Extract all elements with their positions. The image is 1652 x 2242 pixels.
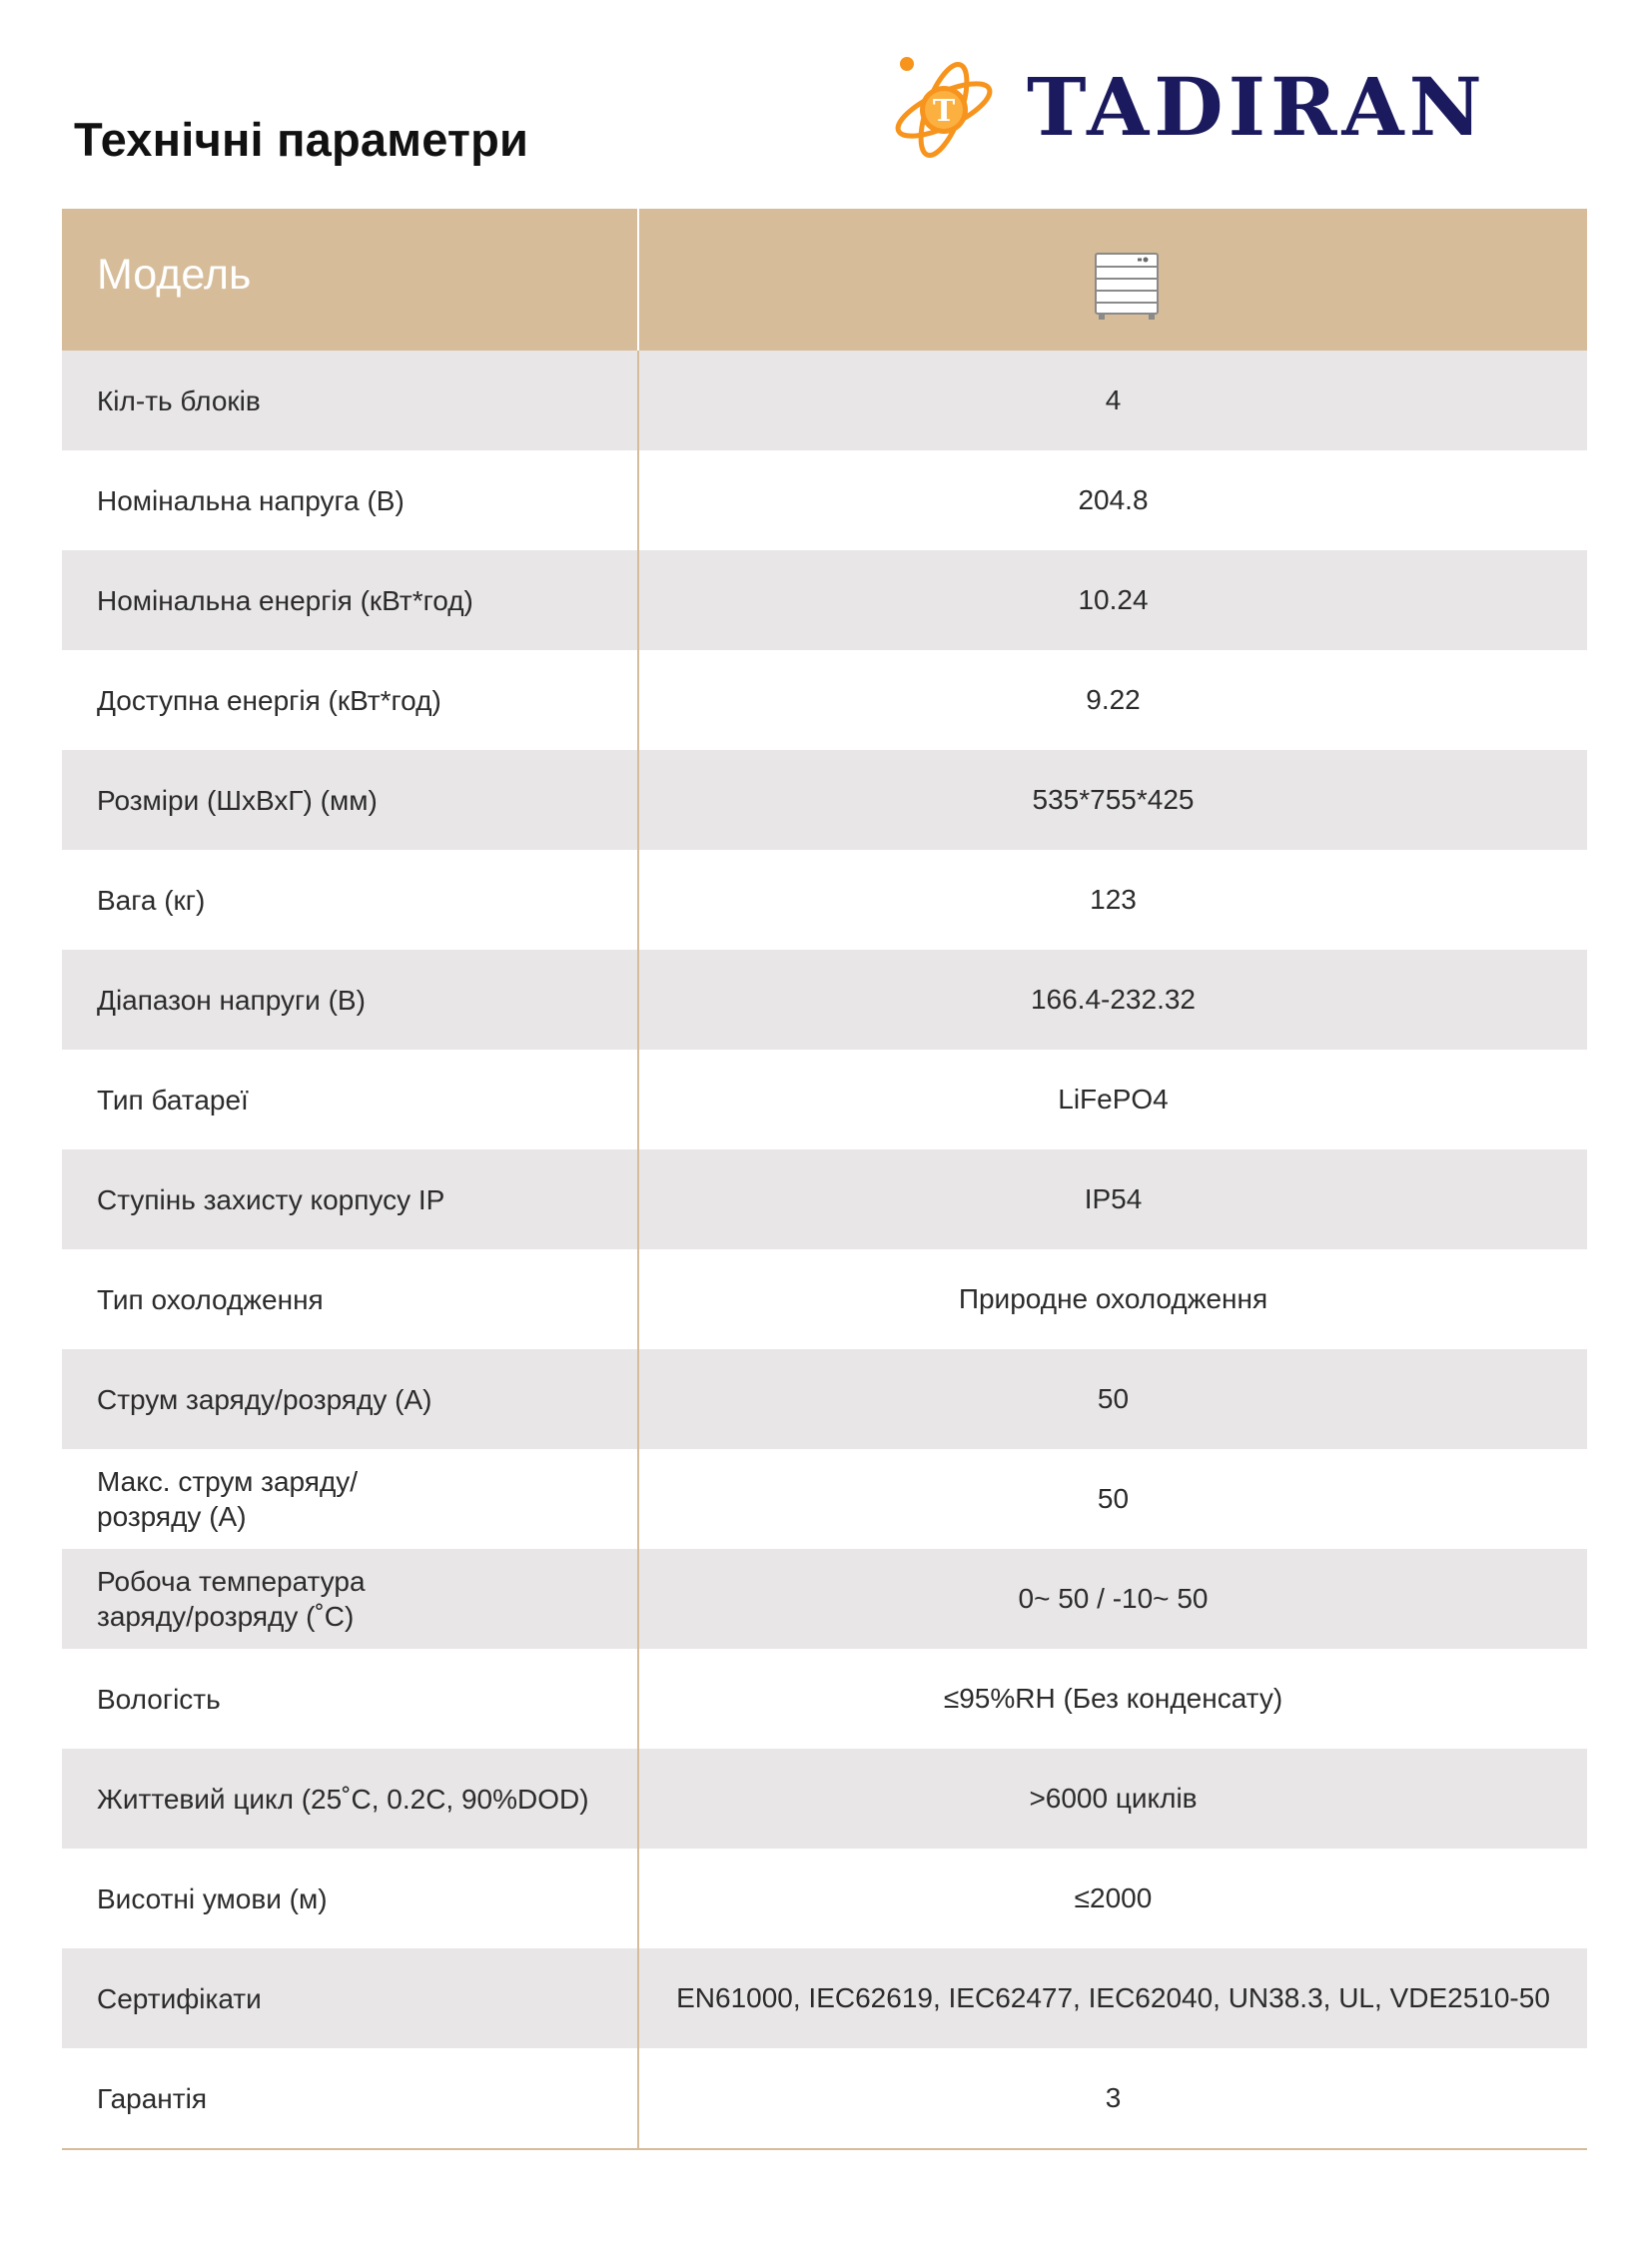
model-header-label: Модель (97, 251, 252, 299)
parameter-label: Діапазон напруги (В) (62, 950, 639, 1050)
parameter-label: Вага (кг) (62, 850, 639, 950)
table-row (62, 1948, 1587, 2048)
table-row (62, 1449, 1587, 1549)
parameter-value: 3 (1105, 2082, 1122, 2113)
parameter-label: Вологість (62, 1649, 639, 1749)
parameter-label: Життевий цикл (25˚C, 0.2C, 90%DOD) (62, 1749, 639, 1849)
table-row (62, 2048, 1587, 2148)
parameter-label: Робоча температура заряду/розряду (˚C) (62, 1549, 639, 1649)
parameter-value: 9.22 (1086, 684, 1141, 715)
parameter-value: Природне охолодження (958, 1283, 1268, 1314)
parameter-value: 10.24 (1078, 584, 1149, 615)
table-row (62, 1749, 1587, 1849)
parameter-value: EN61000, IEC62619, IEC62477, IEC62040, UN38.3, UL, VDE2510-50 (676, 1982, 1550, 2013)
atom-logo-icon (889, 52, 999, 167)
parameter-label: Гарантія (62, 2048, 639, 2148)
parameter-value: >6000 циклів (1029, 1783, 1198, 1814)
table-bottom-rule (62, 2148, 1587, 2150)
parameter-label: Номінальна напруга (В) (62, 450, 639, 550)
parameter-value: LiFePO4 (1058, 1084, 1169, 1115)
table-row (62, 1050, 1587, 1149)
brand-logo (889, 52, 1588, 167)
table-row (62, 950, 1587, 1050)
table-row (62, 550, 1587, 650)
table-row (62, 1249, 1587, 1349)
parameter-label: Кіл-ть блоків (62, 351, 639, 450)
header-label-cell (62, 209, 639, 351)
parameter-label: Розміри (ШхВхГ) (мм) (62, 750, 639, 850)
page-title: Технічні параметри (74, 113, 529, 166)
table-row (62, 1349, 1587, 1449)
spec-table (62, 209, 1587, 2150)
table-row (62, 1649, 1587, 1749)
table-row (62, 1849, 1587, 1948)
table-row (62, 1549, 1587, 1649)
table-row (62, 1149, 1587, 1249)
parameter-value: 123 (1090, 884, 1137, 915)
parameter-value: ≤95%RH (Без конденсату) (943, 1683, 1283, 1714)
parameter-label: Сертифікати (62, 1948, 639, 2048)
logo-mark-letter: T (932, 94, 956, 129)
parameter-label: Висотні умови (м) (62, 1849, 639, 1948)
table-header (62, 209, 1587, 351)
parameter-label: Доступна енергія (кВт*год) (62, 650, 639, 750)
table-row (62, 450, 1587, 550)
parameter-label: Тип охолодження (62, 1249, 639, 1349)
parameter-value: 0~ 50 / -10~ 50 (1018, 1583, 1209, 1614)
parameter-value: 50 (1097, 1383, 1130, 1414)
parameter-label: Ступінь захисту корпусу IP (62, 1149, 639, 1249)
table-row (62, 750, 1587, 850)
parameter-value: IP54 (1084, 1183, 1143, 1214)
battery-stack-icon (1094, 252, 1160, 322)
table-row (62, 850, 1587, 950)
parameter-value: ≤2000 (1074, 1882, 1153, 1913)
parameter-value: 166.4-232.32 (1030, 984, 1197, 1015)
parameter-value: 535*755*425 (1032, 784, 1195, 815)
parameter-value: 4 (1105, 384, 1122, 415)
parameter-label: Макс. струм заряду/ розряду (A) (62, 1449, 639, 1549)
parameter-value: 204.8 (1078, 484, 1149, 515)
parameter-label: Тип батареї (62, 1050, 639, 1149)
parameter-value: 50 (1097, 1483, 1130, 1514)
brand-name: TADIRAN (1027, 60, 1487, 154)
table-body (62, 351, 1587, 2148)
table-row (62, 351, 1587, 450)
parameter-label: Струм заряду/розряду (A) (62, 1349, 639, 1449)
table-row (62, 650, 1587, 750)
header-value-cell (639, 209, 1587, 351)
parameter-label: Номінальна енергія (кВт*год) (62, 550, 639, 650)
